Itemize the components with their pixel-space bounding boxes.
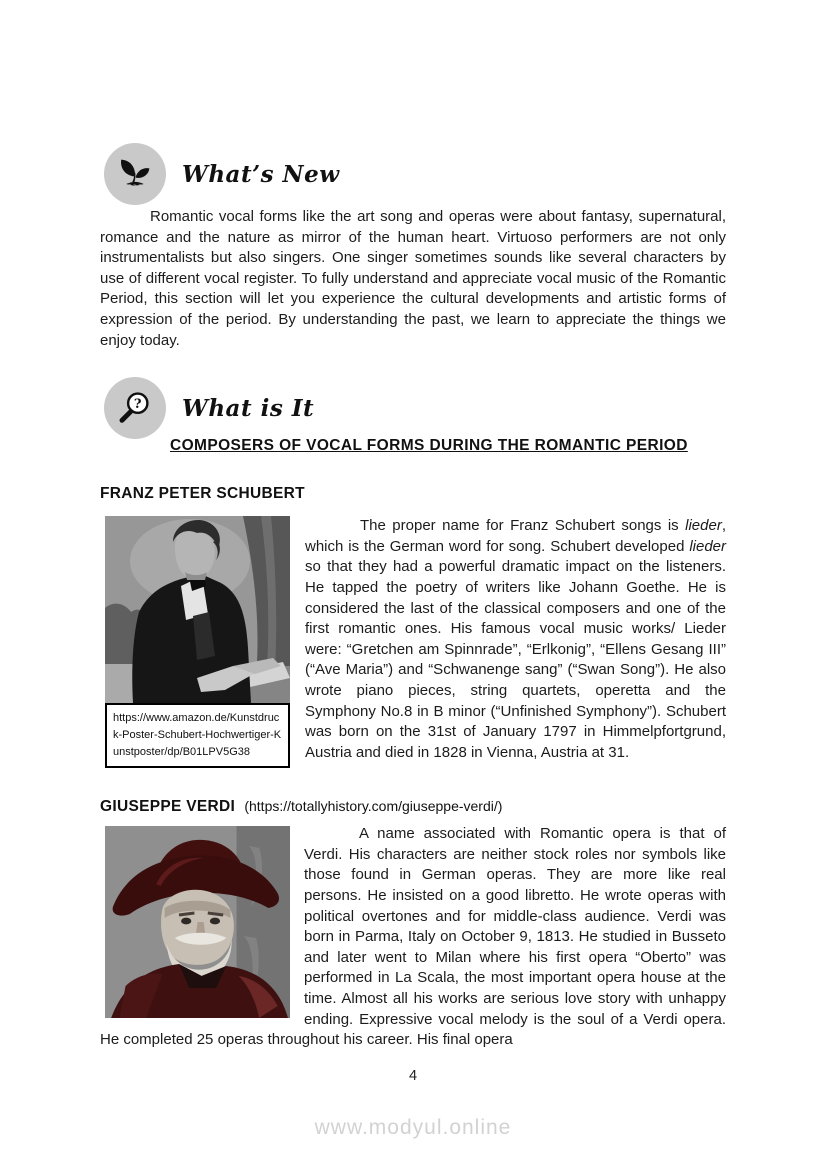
what-is-it-title: What is It [182,394,315,422]
page-number: 4 [408,1068,418,1084]
verdi-heading-link: (https://totallyhistory.com/giuseppe-verdi/) [244,798,503,815]
magnifier-question-icon [104,377,166,439]
whats-new-title: What’s New [182,160,340,188]
composers-heading: COMPOSERS OF VOCAL FORMS DURING THE ROMANTIC PERIOD [170,437,688,455]
schubert-text-column [305,516,726,768]
schubert-paragraph: The proper name for Franz Schubert songs is lieder, which is the German word for song. Schubert developed lieder so that they had a powerful dramatic impact on the listeners. He tapped the poetry of writers like Johann Goethe. He is considered the last of the classical composers and one of the first romantic ones. His famous vocal music works/ Lieder were: “Gretchen am Spinnrade”, “Erlkonig”, “Ellens Gesang III” (“Ave Maria”) and “Schwanenge sang” (“Swan Song”). He also wrote piano pieces, string quartets, operetta and the Symphony No.8 in B minor (“Unfinished Symphony”). Schubert was born on the 31st of January 1797 in Himmelpfortgrund, Austria and died in 1828 in Vienna, Austria at 31. [305,517,726,761]
schubert-heading: FRANZ PETER SCHUBERT [100,485,305,503]
watermark: www.modyul.online [314,1116,512,1139]
schubert-figure [105,516,290,768]
verdi-paragraph: A name associated with Romantic opera is that of Verdi. His characters are neither stock roles nor symbols like those found in German operas. They are more like real persons. He insisted on a good libretto. He wrote operas with political overtones and for middle-class audience. Verdi was born in Parma, Italy on October 9, 1813. He studied in Busseto and later went to Milan where his first opera “Oberto” was performed in La Scala, the most important opera house at the time. Almost all his works are serious love story with unhappy ending. Expressive vocal melody is the soul of a Verdi opera. He completed 25 operas throughout his career. His final opera [100,825,726,1049]
what-is-it-header [104,377,726,439]
whats-new-paragraph: Romantic vocal forms like the art song and operas were about fantasy, supernatural, romance and the nature as mirror of the human heart. Virtuoso performers are not only instrumentalists but also singers. One singer sometimes sounds like several characters by use of different vocal register. To fully understand and appreciate vocal music of the Romantic Period, this section will let you experience the cultural developments and artistic forms of expression of the period. By understanding the past, we learn to appreciate the things we enjoy today. [100,208,726,349]
svg-text:?: ? [133,397,142,413]
whats-new-header [104,143,726,205]
verdi-heading [100,798,726,816]
verdi-section [100,824,726,1051]
schubert-image-caption: https://www.amazon.de/Kunstdruck-Poster-Schubert-Hochwertiger-Kunstposter/dp/B01LPV5G38 [105,703,290,768]
seedling-icon [104,143,166,205]
verdi-heading-name: GIUSEPPE VERDI [100,798,236,816]
verdi-portrait-image [105,826,290,1018]
schubert-portrait-image [105,516,290,703]
schubert-section [100,516,726,768]
